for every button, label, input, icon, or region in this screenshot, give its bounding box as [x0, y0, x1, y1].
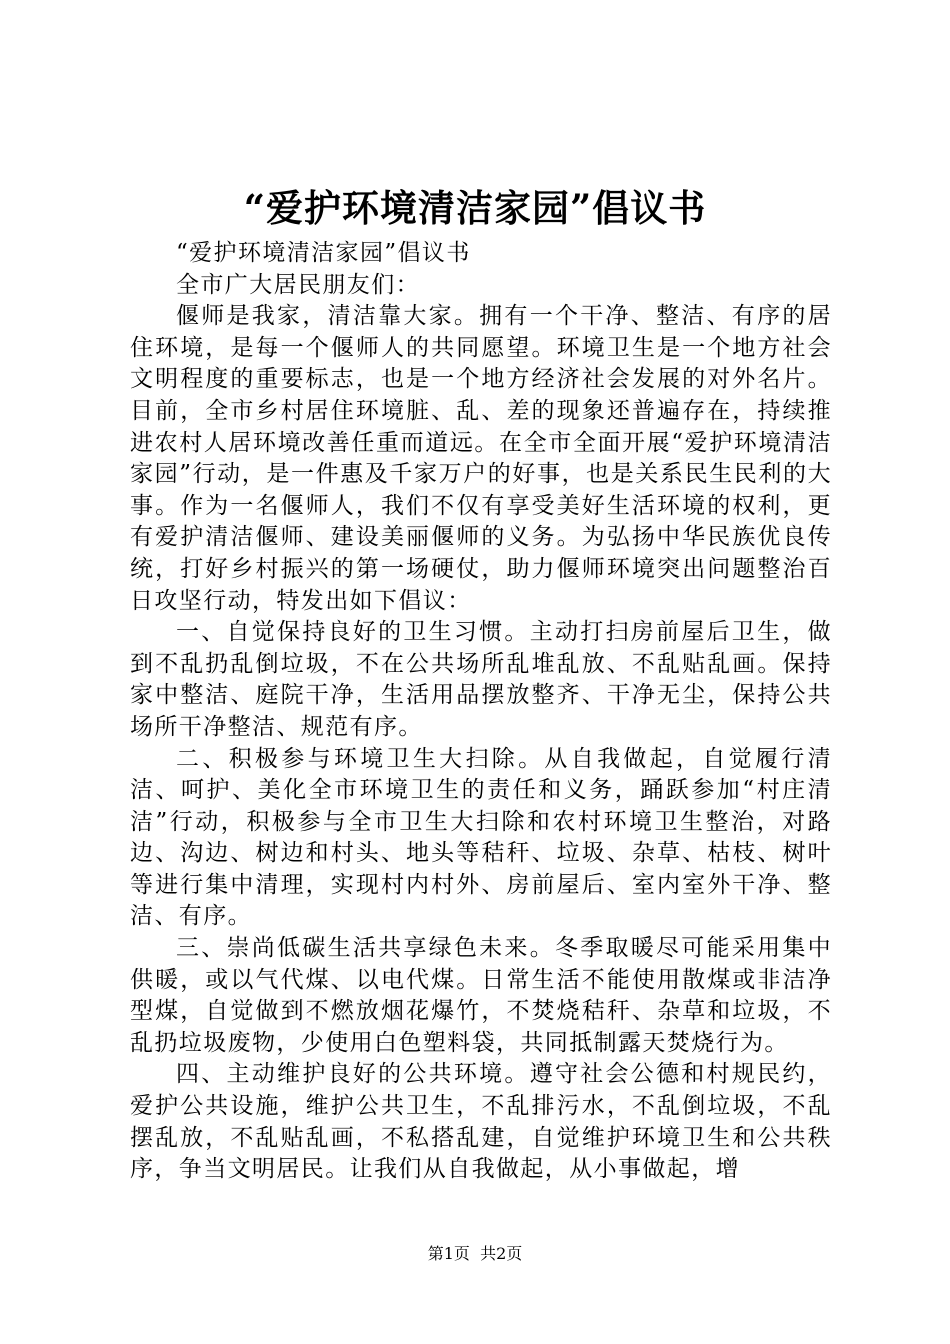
proposal-1-paragraph: 一、自觉保持良好的卫生习惯。主动打扫房前屋后卫生，做到不乱扔乱倒垃圾，不在公共场所乱堆乱放、不乱贴乱画。保持家中整洁、庭院干净，生活用品摆放整齐、干净无尘，保持公共场所干净整洁、规范有序。 [130, 619, 832, 740]
document-title: “爱护环境清洁家园”倡议书 [243, 186, 707, 230]
document-body [130, 238, 832, 1186]
proposal-4-paragraph: 四、主动维护良好的公共环境。遵守社会公德和村规民约，爱护公共设施，维护公共卫生，不乱排污水，不乱倒垃圾，不乱摆乱放，不乱贴乱画，不私搭乱建，自觉维护环境卫生和公共秩序，争当文明居民。让我们从自我做起，从小事做起，增 [130, 1061, 832, 1183]
page-number: 第1页 共2页 [427, 1244, 523, 1263]
page-footer [0, 1243, 950, 1265]
proposal-3-paragraph: 三、崇尚低碳生活共享绿色未来。冬季取暖尽可能采用集中供暖，或以气代煤、以电代煤。日常生活不能使用散煤或非洁净型煤，自觉做到不燃放烟花爆竹，不焚烧秸秆、杂草和垃圾，不乱扔垃圾废物，少使用白色塑料袋，共同抵制露天焚烧行为。 [130, 935, 832, 1056]
proposal-2-paragraph: 二、积极参与环境卫生大扫除。从自我做起，自觉履行清洁、呵护、美化全市环境卫生的责任和义务，踊跃参加“村庄清洁”行动，积极参与全市卫生大扫除和农村环境卫生整治，对路边、沟边、树边和村头、地头等秸秆、垃圾、杂草、枯枝、树叶等进行集中清理，实现村内村外、房前屋后、室内室外干净、整洁、有序。 [130, 745, 832, 930]
salutation-paragraph: 全市广大居民朋友们： [176, 271, 420, 298]
intro-paragraph: 偃师是我家，清洁靠大家。拥有一个干净、整洁、有序的居住环境，是每一个偃师人的共同愿望。环境卫生是一个地方社会文明程度的重要标志，也是一个地方经济社会发展的对外名片。目前，全市乡村居住环境脏、乱、差的现象还普遍存在，持续推进农村人居环境改善任重而道远。在全市全面开展“爱护环境清洁家园”行动，是一件惠及千家万户的好事，也是关系民生民利的大事。作为一名偃师人，我们不仅有享受美好生活环境的权利，更有爱护清洁偃师、建设美丽偃师的义务。为弘扬中华民族优良传统，打好乡村振兴的第一场硬仗，助力偃师环境突出问题整治百日攻坚行动，特发出如下倡议： [130, 303, 832, 614]
subtitle-paragraph: “爱护环境清洁家园”倡议书 [176, 240, 471, 266]
